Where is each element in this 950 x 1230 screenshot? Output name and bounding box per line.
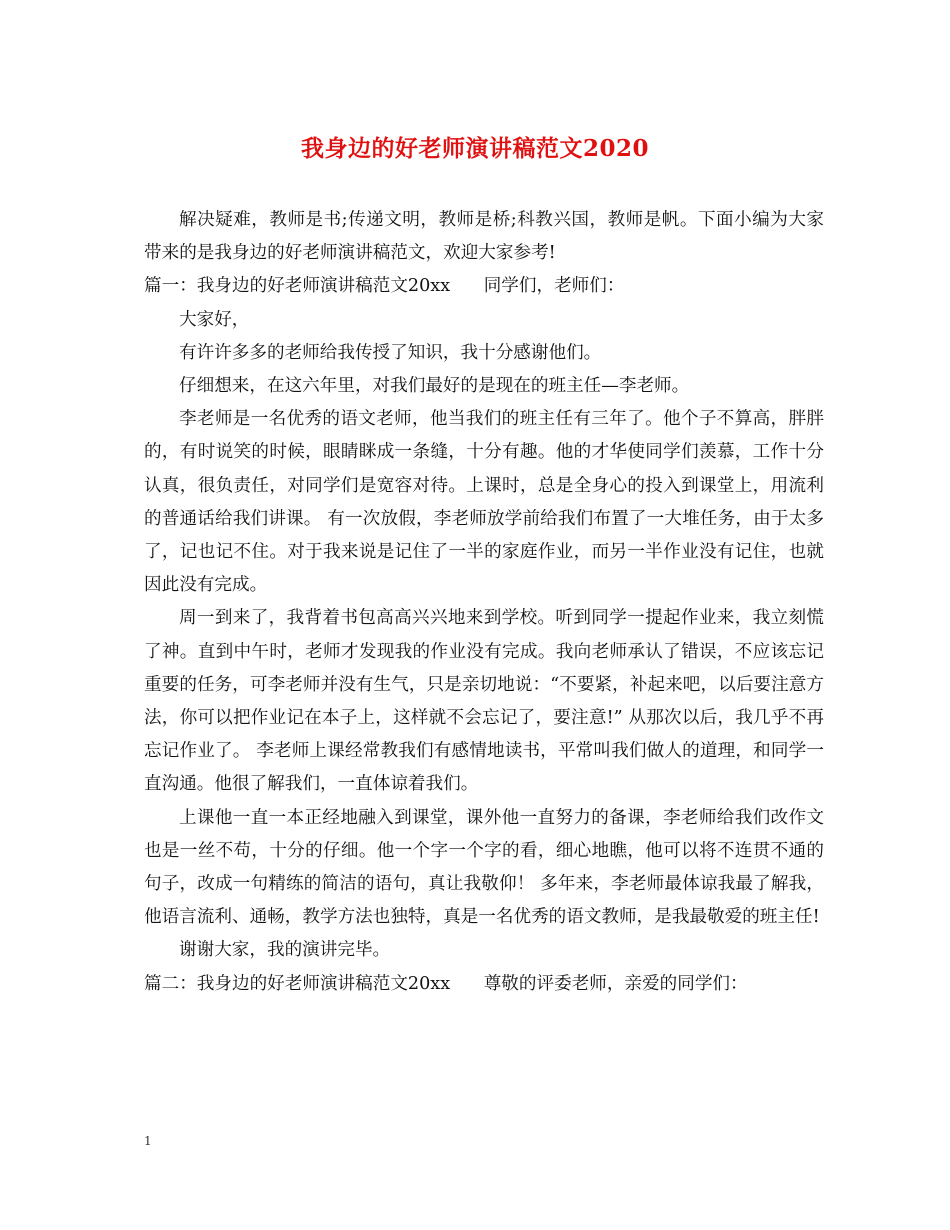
section-2-heading-line [144, 968, 824, 1001]
paragraph-recall: 仔细想来，在这六年里，对我们最好的是现在的班主任—李老师。 [179, 376, 690, 397]
paragraph-monday-story: 周一到来了，我背着书包高高兴兴地来到学校。听到同学一提起作业来，我立刻慌了神。直到中午时，老师才发现我的作业没有完成。我向老师承认了错误，不应该忘记重要的任务，可李老师并没有生气，只是亲切地说：“不要紧，补起来吧，以后要注意方法，你可以把作业记在本子上，这样就不会忘记了，要注意!” 从那次以后，我几乎不再忘记作业了。 李老师上课经常教我们有感情地读书，平常叫我们做人的道理，和同学一直沟通。他很了解我们，一直体谅着我们。 [144, 608, 824, 795]
section-2-greeting: 尊敬的评委老师，亲爱的同学们： [483, 973, 748, 994]
section-1-heading-line [144, 270, 824, 303]
paragraph-thanks: 有许许多多的老师给我传授了知识，我十分感谢他们。 [179, 342, 602, 363]
paragraph-teacher-description: 李老师是一名优秀的语文老师，他当我们的班主任有三年了。他个子不算高，胖胖的，有时说笑的时候，眼睛眯成一条缝，十分有趣。他的才华使同学们羡慕，工作十分认真，很负责任，对同学们是宽容对待。上课时，总是全身心的投入到课堂上，用流利的普通话给我们讲课。 有一次放假，李老师放学前给我们布置了一大堆任务，由于太多了，记也记不住。对于我来说是记住了一半的家庭作业，而另一半作业没有记住，也就因此没有完成。 [144, 409, 824, 596]
section-1-greeting: 同学们，老师们： [483, 276, 625, 297]
document-body [144, 204, 824, 1001]
page-title: 我身边的好老师演讲稿范文2020 [300, 135, 649, 162]
page-number: 1 [144, 1134, 152, 1148]
paragraph-class-and-grading: 上课他一直一本正经地融入到课堂，课外他一直努力的备课，李老师给我们改作文也是一丝不苟，十分的仔细。他一个字一个字的看，细心地瞧，他可以将不连贯不通的句子，改成一句精练的简洁的语句，真让我敬仰！ 多年来，李老师最体谅我最了解我，他语言流利、通畅，教学方法也独特，真是一名优秀的语文教师，是我最敬爱的班主任! [144, 807, 824, 928]
paragraph-greeting: 大家好， [179, 309, 250, 330]
intro-paragraph: 解决疑难，教师是书;传递文明，教师是桥;科教兴国，教师是帆。下面小编为大家带来的是我身边的好老师演讲稿范文，欢迎大家参考! [144, 210, 824, 264]
paragraph-closing: 谢谢大家，我的演讲完毕。 [179, 940, 391, 961]
section-2-heading: 篇二：我身边的好老师演讲稿范文20xx [144, 973, 451, 994]
section-1-heading: 篇一：我身边的好老师演讲稿范文20xx [144, 276, 451, 297]
